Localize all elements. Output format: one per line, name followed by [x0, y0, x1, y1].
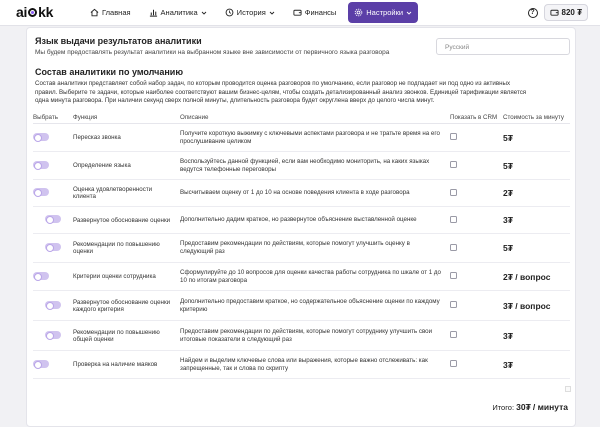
select-toggle[interactable] — [33, 360, 49, 368]
crm-checkbox[interactable] — [450, 161, 457, 168]
totals-unit: / минута — [532, 402, 568, 412]
select-toggle[interactable] — [45, 301, 61, 309]
crm-checkbox[interactable] — [450, 360, 457, 367]
history-icon — [225, 8, 234, 17]
crm-checkbox[interactable] — [450, 216, 457, 223]
row-description: Предоставим рекомендации по действиям, которые помогут улучшить оценку в следующий раз — [180, 240, 410, 255]
default-analytics-title: Состав аналитики по умолчанию — [35, 67, 184, 77]
logo-text-left: ai — [16, 4, 28, 20]
results-language-title: Язык выдачи результатов аналитики — [35, 36, 202, 46]
balance-badge[interactable] — [544, 4, 588, 21]
row-price: 3₮ — [503, 359, 513, 370]
language-select[interactable]: Русский — [436, 38, 570, 55]
row-function: Развернутое обоснование оценки каждого критерия — [73, 298, 171, 313]
logo-ring-icon — [28, 8, 37, 17]
table-row — [33, 180, 570, 207]
totals-value: 30₮ — [516, 402, 531, 412]
select-toggle[interactable] — [33, 133, 49, 141]
row-function: Пересказ звонка — [73, 134, 121, 141]
settings-card — [26, 27, 576, 427]
table-row — [33, 124, 570, 152]
nav-finance-label: Финансы — [304, 8, 337, 17]
row-price: 5₮ — [503, 243, 513, 253]
row-function: Рекомендации по повышению оценки — [73, 241, 160, 255]
row-function: Определение языка — [73, 162, 131, 169]
balance-value: 820 ₮ — [561, 8, 582, 17]
table-row — [33, 152, 570, 180]
row-function: Критерии оценки сотрудника — [73, 273, 156, 280]
table-row — [33, 291, 570, 321]
crm-checkbox[interactable] — [450, 301, 457, 308]
row-price: 2₮ — [503, 188, 513, 198]
top-bar — [0, 0, 600, 26]
nav-history-label: История — [236, 8, 266, 17]
crm-checkbox[interactable] — [450, 133, 457, 140]
row-description: Предоставим рекомендации по действиям, которые помогут сотруднику улучшить свои итоговые показатели в следующий раз — [180, 327, 433, 343]
select-toggle[interactable] — [45, 215, 61, 223]
row-description: Сформулируйте до 10 вопросов для оценки качества работы сотрудника по шкале от 1 до 10 по итогам разговора — [180, 268, 441, 284]
row-function: Развернутое обоснование оценки — [73, 216, 171, 224]
row-description: Найдем и выделим ключевые слова или выражения, которые важно отслеживать: как запрещенные, так и слова по скрипту — [180, 356, 428, 372]
nav-analytics-label: Аналитика — [160, 8, 198, 17]
row-description: Дополнительно предоставим краткое, но содержательное объяснение оценки по каждому критерию — [180, 297, 440, 313]
main-nav — [84, 2, 424, 23]
home-icon — [90, 8, 99, 17]
col-crm-header: Показать в CRM — [450, 114, 498, 121]
default-analytics-description: Состав аналитики представляет собой набор задач, по которым проводится оценка разговоров по умолчанию, если разговор не подпадает ни под одно из активных правил. Выберите те задачи, которые наиболее соответствуют вашим бизнес-целям, чтобы создать детализированный анализ звонков. Единицей тарификации является одна минута разговора. При наличии секунд сверх полной минуты, длительность разговора будет округлена вверх до целого числа минут. — [35, 80, 527, 105]
row-price: 3₮ — [503, 330, 513, 341]
totals-label: Итого: — [492, 403, 515, 412]
results-language-subtitle: Мы будем предоставлять результат аналитики на выбранном языке вне зависимости от первичного языка разговора — [35, 49, 390, 56]
row-price: 3₮ — [503, 215, 513, 225]
crm-checkbox[interactable] — [450, 272, 457, 279]
col-function-header: Функция — [73, 114, 98, 121]
nav-home-label: Главная — [102, 8, 131, 17]
crm-checkbox[interactable] — [450, 244, 457, 251]
wallet-icon — [293, 8, 302, 17]
table-row — [33, 263, 570, 291]
row-function: Проверка на наличие маяков — [73, 361, 158, 368]
chart-icon — [149, 8, 158, 17]
nav-settings-label: Настройки — [366, 8, 404, 17]
row-description: Высчитываем оценку от 1 до 10 на основе поведения клиента в ходе разговора — [180, 189, 410, 196]
select-toggle[interactable] — [45, 331, 61, 339]
nav-finance[interactable] — [287, 2, 343, 23]
resize-handle[interactable] — [565, 386, 571, 392]
nav-history[interactable] — [219, 2, 281, 23]
nav-settings[interactable] — [348, 2, 418, 23]
table-row — [33, 351, 570, 379]
help-icon[interactable]: ? — [528, 8, 538, 18]
row-function: Рекомендации по повышению общей оценки — [73, 328, 160, 343]
row-description: Воспользуйтесь данной функцией, если вам необходимо мониторить, на каких языках ведутся телефонные переговоры — [180, 157, 430, 173]
crm-checkbox[interactable] — [450, 331, 457, 338]
logo-text-right: kk — [38, 4, 54, 20]
chevron-down-icon — [406, 10, 412, 16]
table-row — [33, 234, 570, 263]
gear-icon — [354, 8, 363, 17]
select-toggle[interactable] — [45, 243, 61, 251]
wallet-icon — [550, 8, 559, 17]
row-description: Дополнительно дадим краткое, но развернутое объяснение выставленной оценке — [180, 216, 417, 223]
nav-analytics[interactable] — [143, 2, 213, 23]
logo[interactable] — [16, 4, 53, 20]
chevron-down-icon — [201, 10, 207, 16]
row-function: Оценка удовлетворенности клиента — [73, 186, 153, 200]
header-actions — [528, 4, 588, 21]
col-price-header: Стоимость за минуту — [503, 114, 564, 121]
select-toggle[interactable] — [33, 272, 49, 280]
row-price: 5₮ — [503, 160, 513, 171]
row-price: 5₮ — [503, 132, 513, 143]
row-description: Получите короткую выжимку с ключевыми аспектами разговора и не тратьте время на его прослушивание целиком — [180, 129, 440, 145]
row-price: 3₮ / вопрос — [503, 300, 551, 311]
chevron-down-icon — [269, 10, 275, 16]
nav-home[interactable] — [84, 2, 137, 23]
row-price: 2₮ / вопрос — [503, 271, 551, 282]
analytics-table — [33, 112, 570, 379]
col-select-header: Выбрать — [33, 114, 58, 121]
crm-checkbox[interactable] — [450, 189, 457, 196]
col-description-header: Описание — [180, 113, 209, 121]
table-header — [33, 112, 570, 124]
table-row — [33, 207, 570, 234]
totals — [492, 402, 568, 412]
select-toggle[interactable] — [33, 188, 49, 196]
table-row — [33, 321, 570, 351]
select-toggle[interactable] — [33, 161, 49, 169]
